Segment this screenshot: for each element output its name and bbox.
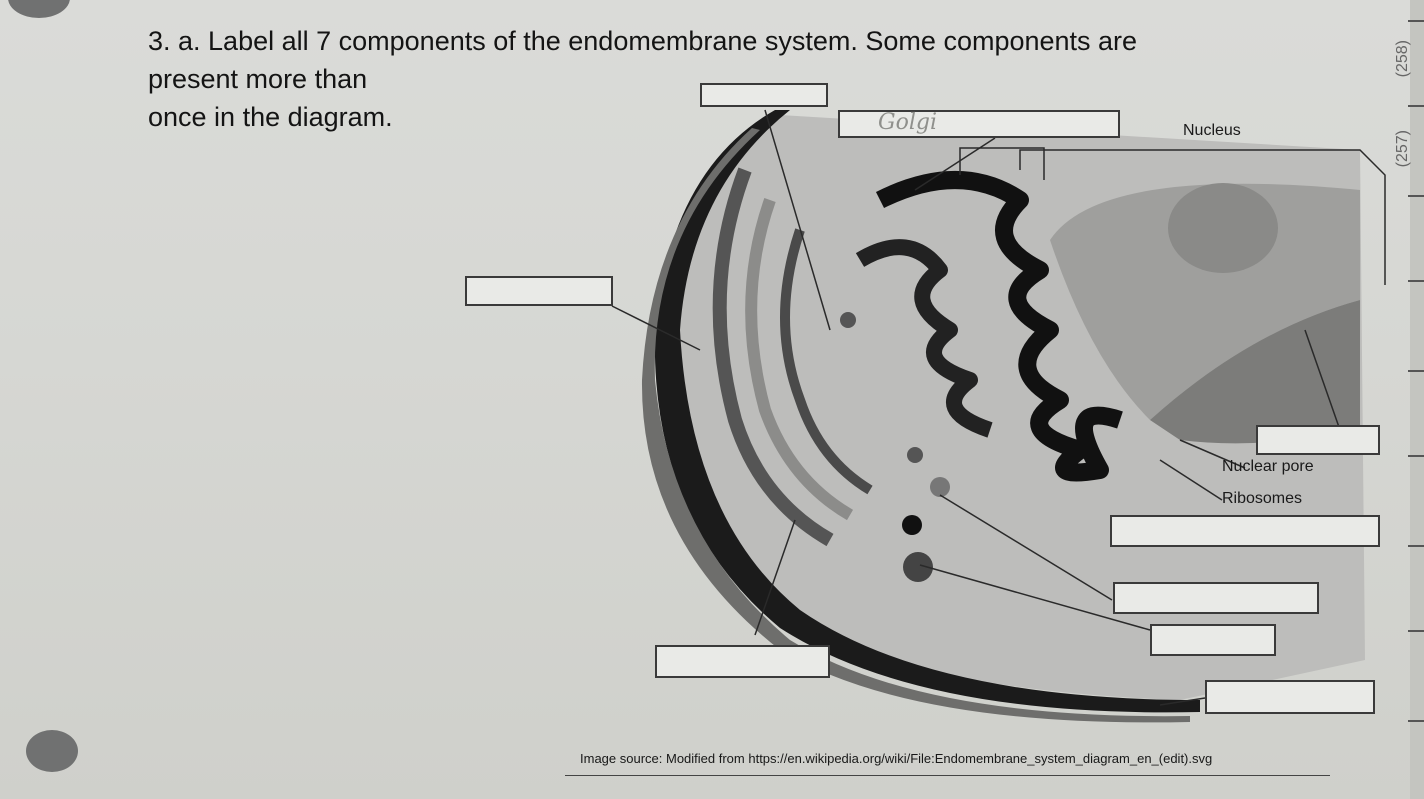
vesicle [930,477,950,497]
margin-tick [1408,280,1424,282]
answer-box-8[interactable] [655,645,830,678]
answer-box-3[interactable] [465,276,613,306]
label-ribosomes: Ribosomes [1222,490,1303,507]
nucleolus [1168,183,1278,273]
answer-box-4[interactable] [1256,425,1380,455]
vesicle [902,515,922,535]
margin-tick [1408,20,1424,22]
margin-tick [1408,720,1424,722]
margin-tick [1408,195,1424,197]
label-nucleus: Nucleus [1183,122,1241,139]
label-nuclear-pore: Nuclear pore [1222,458,1314,475]
answer-box-9[interactable] [1205,680,1375,714]
handwritten-answer: Golgi [878,110,937,135]
margin-tick [1408,370,1424,372]
margin-number-1: (258) [1394,40,1411,78]
answer-box-6[interactable] [1113,582,1319,614]
answer-box-5[interactable] [1110,515,1380,547]
question-line-2: present more than [148,64,368,94]
caption-rule [565,775,1330,776]
margin-tick [1408,455,1424,457]
margin-tick [1408,105,1424,107]
vesicle [907,447,923,463]
margin-number-2: (257) [1394,130,1411,168]
vesicle [840,312,856,328]
answer-box-7[interactable] [1150,624,1276,656]
margin-tick [1408,630,1424,632]
image-source-caption: Image source: Modified from https://en.wikipedia.org/wiki/File:Endomembrane_system_diagram_en_(edit).svg [580,751,1213,766]
answer-box-1[interactable] [700,83,828,107]
question-line-1: 3. a. Label all 7 components of the endomembrane system. Some components are [148,26,1138,56]
margin-tick [1408,545,1424,547]
question-line-3: once in the diagram. [148,102,393,132]
